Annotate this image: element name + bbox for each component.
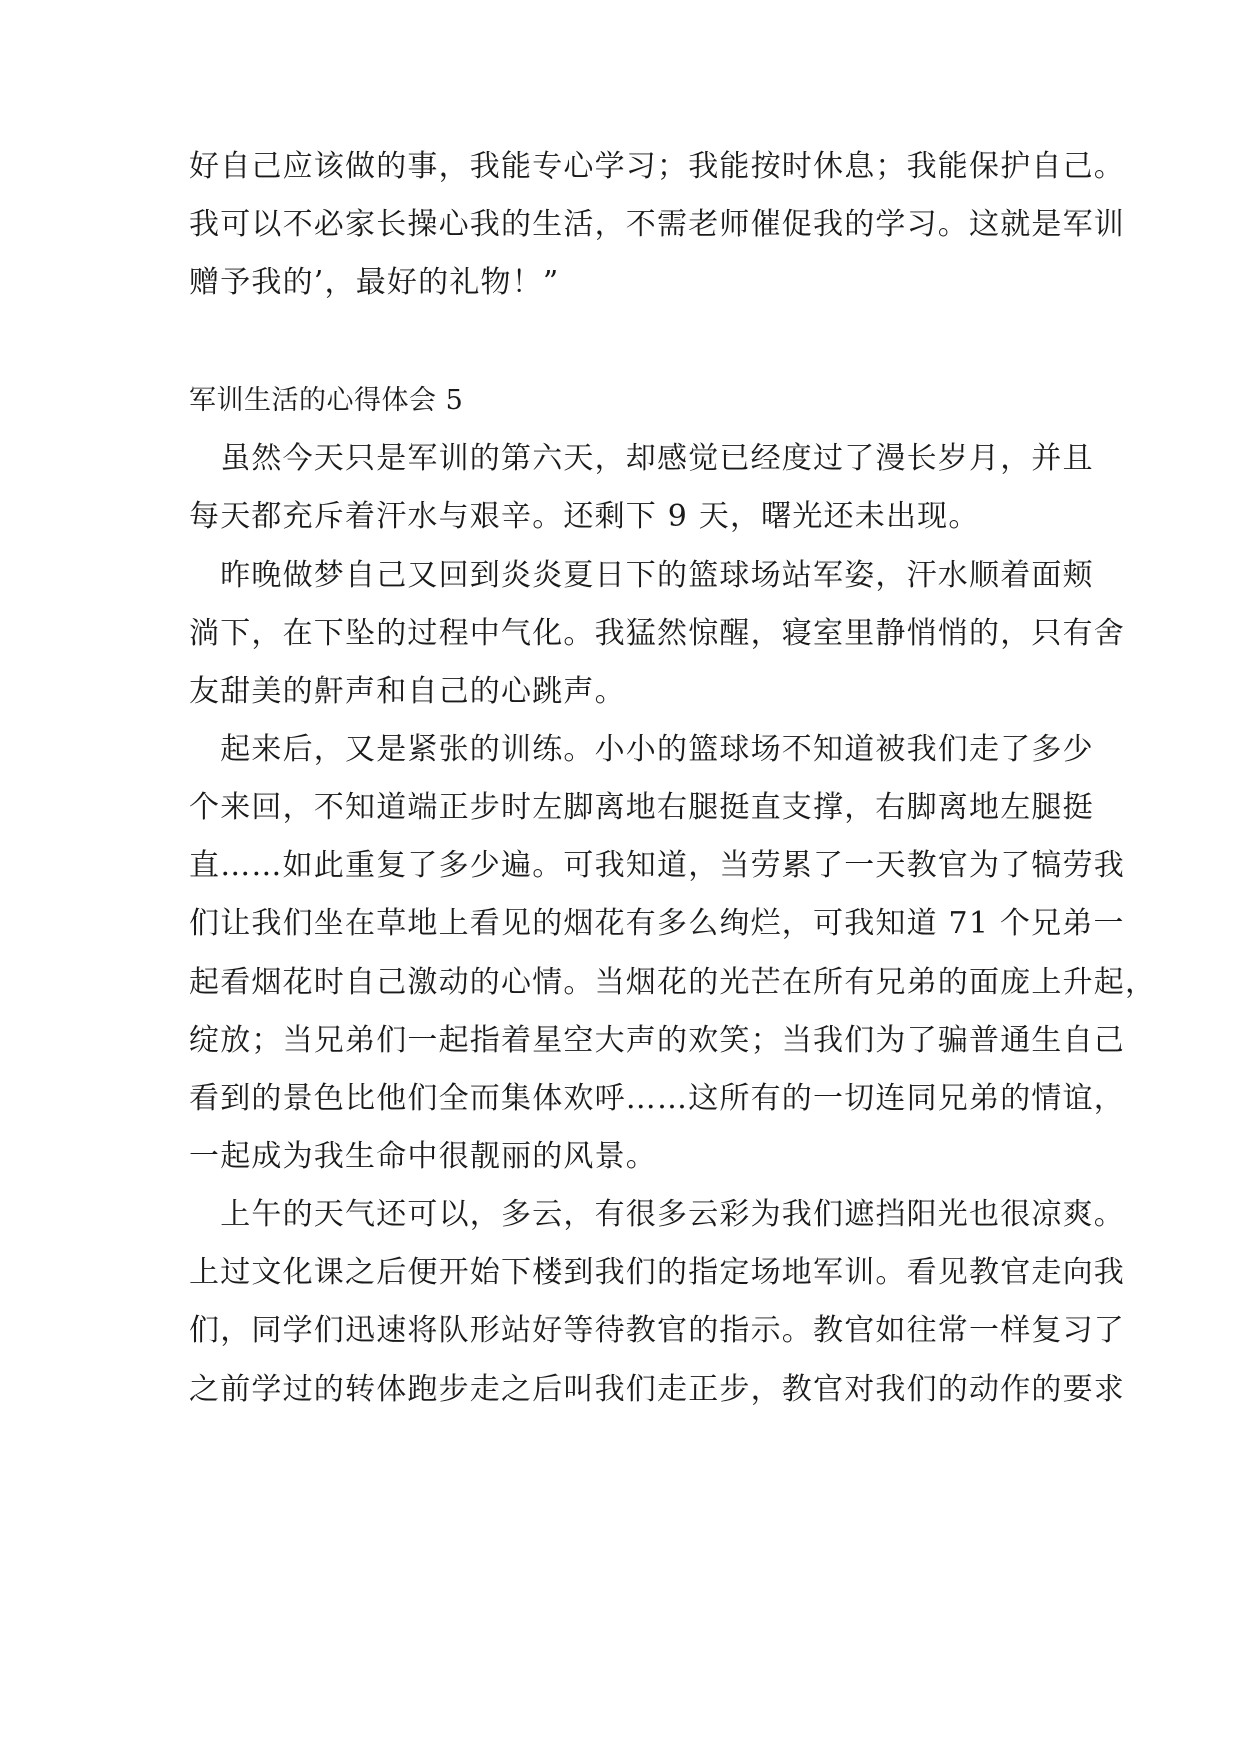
text-line: 淌下，在下坠的过程中气化。我猛然惊醒，寝室里静悄悄的，只有舍 [189, 616, 1125, 651]
text-line: 我可以不必家长操心我的生活，不需老师催促我的学习。这就是军训 [189, 207, 1125, 242]
text-line: 虽然今天只是军训的第六天，却感觉已经度过了漫长岁月，并且 [189, 441, 1094, 476]
text-line: 上过文化课之后便开始下楼到我们的指定场地军训。看见教官走向我 [189, 1255, 1125, 1290]
text-line: 们，同学们迅速将队形站好等待教官的指示。教官如往常一样复习了 [189, 1313, 1125, 1348]
text-line: 起看烟花时自己激动的心情。当烟花的光芒在所有兄弟的面庞上升起， [189, 965, 1157, 1000]
text-line: 看到的景色比他们全而集体欢呼……这所有的一切连同兄弟的情谊， [189, 1081, 1125, 1116]
text-line: 上午的天气还可以，多云，有很多云彩为我们遮挡阳光也很凉爽。 [189, 1197, 1125, 1232]
text-line: 昨晚做梦自己又回到炎炎夏日下的篮球场站军姿，汗水顺着面颊 [189, 558, 1094, 593]
text-line: 起来后，又是紧张的训练。小小的篮球场不知道被我们走了多少 [189, 732, 1094, 767]
section-heading: 军训生活的心得体会 5 [189, 385, 464, 416]
text-line: 一起成为我生命中很靓丽的风景。 [189, 1139, 657, 1174]
text-line: 赠予我的’，最好的礼物！” [189, 265, 560, 300]
text-line: 好自己应该做的事，我能专心学习；我能按时休息；我能保护自己。 [189, 149, 1125, 184]
text-line: 之前学过的转体跑步走之后叫我们走正步，教官对我们的动作的要求 [189, 1372, 1125, 1407]
text-line: 绽放；当兄弟们一起指着星空大声的欢笑；当我们为了骗普通生自己 [189, 1023, 1125, 1058]
text-line: 每天都充斥着汗水与艰辛。还剩下 9 天，曙光还未出现。 [189, 499, 980, 534]
text-line: 友甜美的鼾声和自己的心跳声。 [189, 674, 626, 709]
text-line: 直……如此重复了多少遍。可我知道，当劳累了一天教官为了犒劳我 [189, 848, 1125, 883]
text-line: 们让我们坐在草地上看见的烟花有多么绚烂，可我知道 71 个兄弟一 [189, 906, 1125, 941]
text-line: 个来回，不知道端正步时左脚离地右腿挺直支撑，右脚离地左腿挺 [189, 790, 1094, 825]
